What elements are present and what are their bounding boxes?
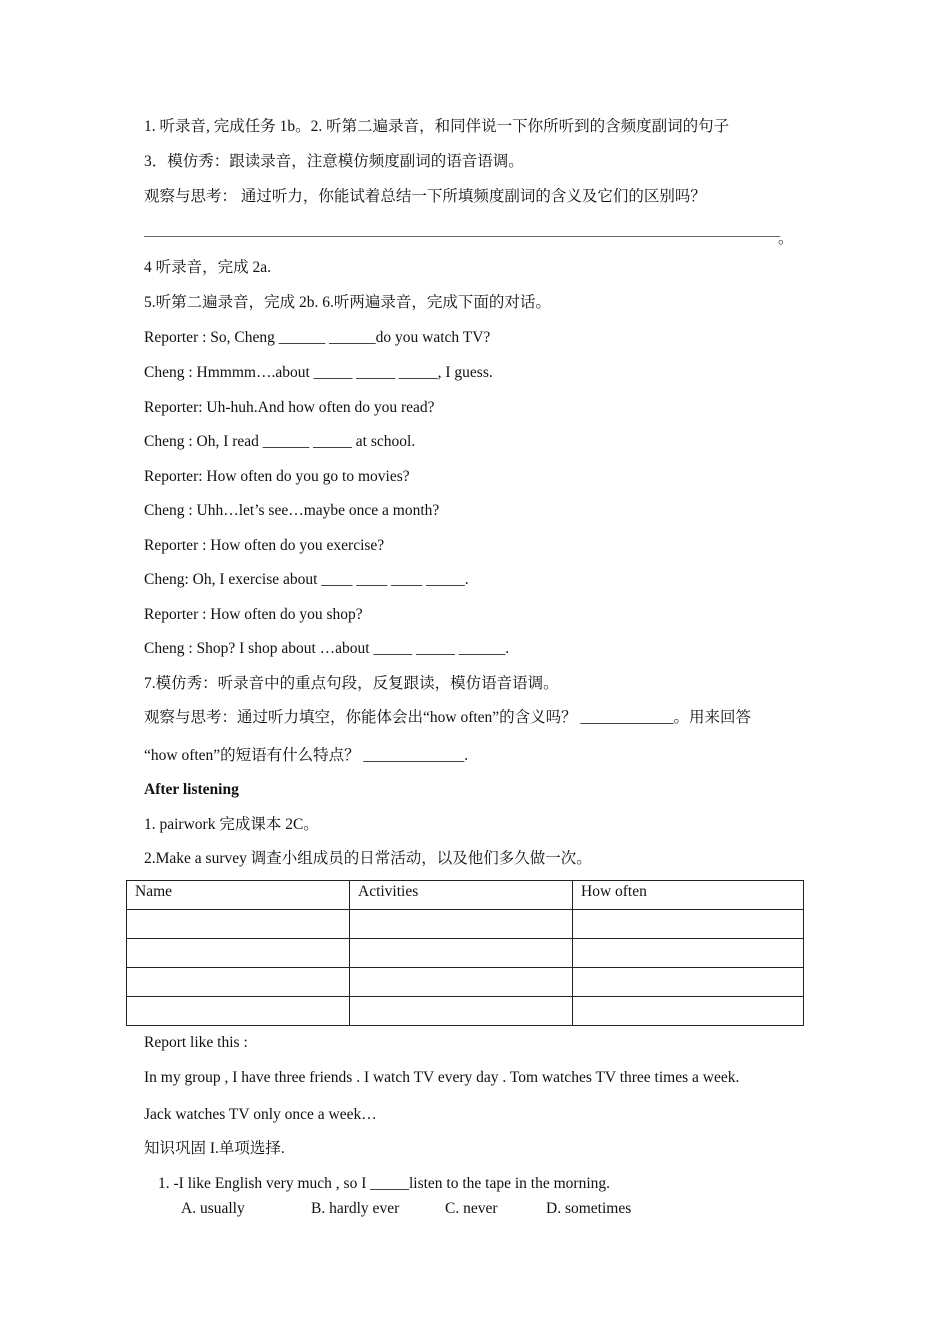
dialogue-line: Cheng : Oh, I read ______ _____ at school. <box>144 433 416 450</box>
table-row <box>127 939 804 968</box>
dialogue-line: Cheng : Shop? I shop about …about _____ _____ ______. <box>144 640 510 657</box>
task-line-1: 1. 听录音, 完成任务 1b。2. 听第二遍录音，和同伴说一下你所听到的含频度副词的句子 <box>144 118 730 135</box>
report-example-2: Jack watches TV only once a week… <box>144 1106 377 1123</box>
table-row <box>127 997 804 1026</box>
pairwork-task: 1. pairwork 完成课本 2C。 <box>144 816 319 833</box>
table-cell[interactable] <box>127 997 350 1026</box>
table-cell[interactable] <box>127 910 350 939</box>
imitation-task: 7.模仿秀：听录音中的重点句段，反复跟读，模仿语音语调。 <box>144 675 559 692</box>
table-cell[interactable] <box>127 968 350 997</box>
table-cell[interactable] <box>573 997 804 1026</box>
think-question-2: 观察与思考：通过听力填空，你能体会出“how often”的含义吗？ ____________。用来回答 <box>144 709 752 726</box>
answer-line-end: 。 <box>778 230 794 247</box>
task-line-2: 3．模仿秀：跟读录音，注意模仿频度副词的语音语调。 <box>144 153 524 170</box>
dialogue-line: Cheng : Uhh…let’s see…maybe once a month? <box>144 502 440 519</box>
question-1: 1. -I like English very much , so I _____listen to the tape in the morning. <box>158 1175 611 1192</box>
option-d[interactable]: D. sometimes <box>546 1200 632 1217</box>
consolidation-heading: 知识巩固 I.单项选择. <box>144 1140 285 1157</box>
table-cell[interactable] <box>350 968 573 997</box>
table-cell[interactable] <box>573 910 804 939</box>
header-activities: Activities <box>350 881 573 910</box>
dialogue-line: Reporter: How often do you go to movies? <box>144 468 410 485</box>
survey-table <box>126 880 804 1026</box>
dialogue-line: Reporter : How often do you exercise? <box>144 537 385 554</box>
table-cell[interactable] <box>350 997 573 1026</box>
table-row <box>127 910 804 939</box>
report-label: Report like this : <box>144 1034 248 1051</box>
report-example-1: In my group , I have three friends . I watch TV every day . Tom watches TV three times a week. <box>144 1069 740 1086</box>
option-b[interactable]: B. hardly ever <box>311 1200 400 1217</box>
option-c[interactable]: C. never <box>445 1200 498 1217</box>
table-cell[interactable] <box>573 939 804 968</box>
table-cell[interactable] <box>350 910 573 939</box>
table-cell[interactable] <box>127 939 350 968</box>
dialogue-line: Reporter : So, Cheng ______ ______do you watch TV? <box>144 329 491 346</box>
after-listening-heading: After listening <box>144 781 239 798</box>
table-header-row <box>127 881 804 910</box>
option-a[interactable]: A. usually <box>181 1200 245 1217</box>
think-question-3: “how often”的短语有什么特点？ _____________. <box>144 747 469 764</box>
task-line-4: 4 听录音，完成 2a. <box>144 259 272 276</box>
dialogue-line: Cheng: Oh, I exercise about ____ ____ ____ _____. <box>144 571 469 588</box>
task-line-5: 5.听第二遍录音，完成 2b. 6.听两遍录音，完成下面的对话。 <box>144 294 551 311</box>
answer-line <box>144 236 780 237</box>
think-question-1: 观察与思考： 通过听力，你能试着总结一下所填频度副词的含义及它们的区别吗？ <box>144 188 706 205</box>
dialogue-line: Reporter : How often do you shop? <box>144 606 363 623</box>
table-cell[interactable] <box>350 939 573 968</box>
header-name: Name <box>127 881 350 910</box>
table-row <box>127 968 804 997</box>
dialogue-line: Reporter: Uh-huh.And how often do you read? <box>144 399 435 416</box>
dialogue-line: Cheng : Hmmmm….about _____ _____ _____, I guess. <box>144 364 493 381</box>
survey-task: 2.Make a survey 调查小组成员的日常活动，以及他们多久做一次。 <box>144 850 592 867</box>
header-how-often: How often <box>573 881 804 910</box>
table-cell[interactable] <box>573 968 804 997</box>
